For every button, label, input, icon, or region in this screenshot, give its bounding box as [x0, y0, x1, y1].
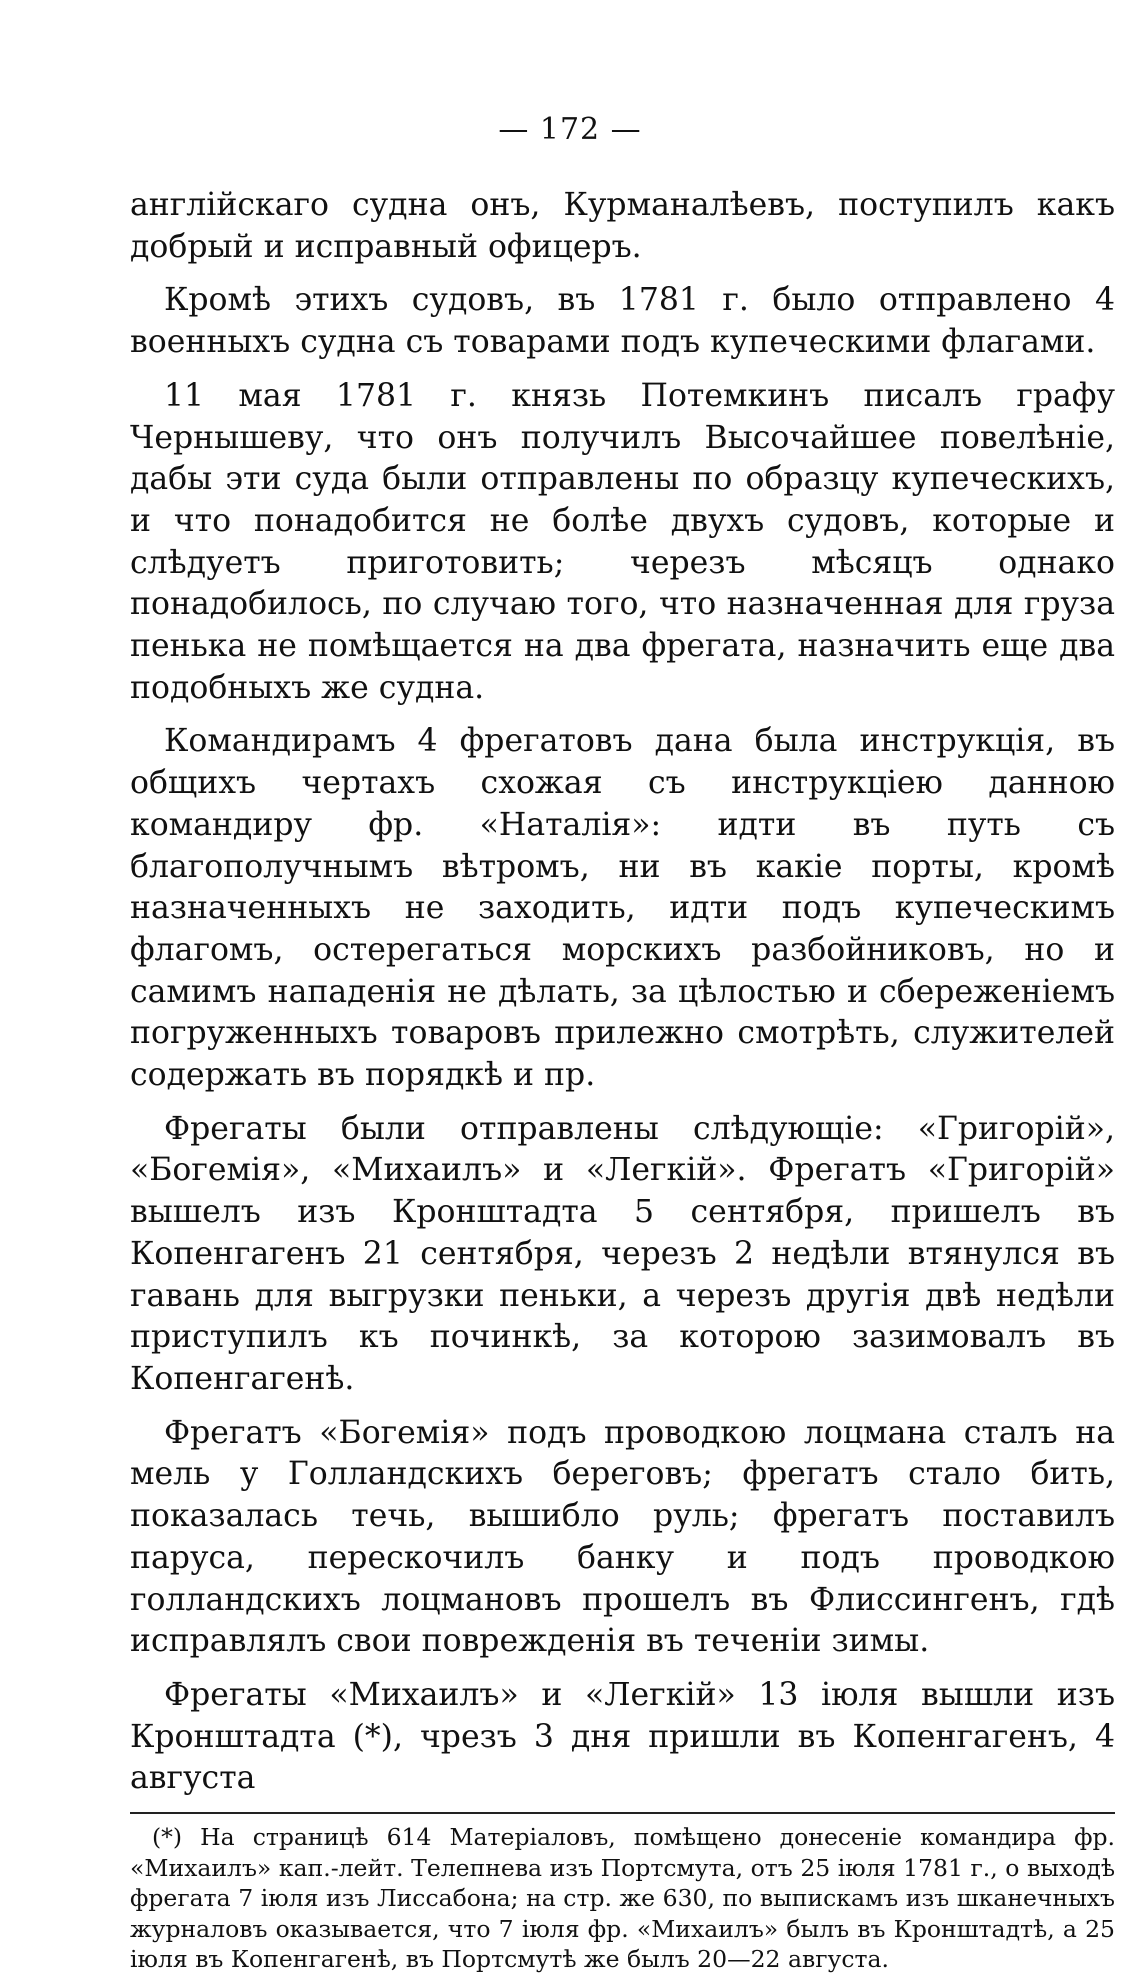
paragraph-7: Фрегаты «Михаилъ» и «Легкій» 13 іюля вышли изъ Кронштадта (*), чрезъ 3 дня пришли въ Копенгагенъ, 4 августа — [130, 1676, 1115, 1797]
footnote-text: (*) На страницѣ 614 Матеріаловъ, помѣщено донесеніе командира фр. «Михаилъ» кап.-лейт. Телепнева изъ Портсмута, отъ 25 іюля 1781 г., о выходѣ фрегата 7 іюля изъ Лиссабона; на стр. же 630, по выпискамъ изъ шканечныхъ журналовъ оказывается, что 7 іюля фр. «Михаилъ» былъ въ Кронштадтѣ, а 25 іюля въ Копенгагенѣ, въ Портсмутѣ же былъ 20—22 августа. — [130, 1823, 1115, 1973]
footnote — [130, 1822, 1115, 1975]
paragraph-1: англійскаго судна онъ, Курманалѣевъ, поступилъ какъ добрый и исправный офицеръ. — [130, 187, 1115, 265]
page-number: — 172 — — [498, 112, 642, 147]
paragraph-4: Командирамъ 4 фрегатовъ дана была инструкція, въ общихъ чертахъ схожая съ инструкціею данною командиру фр. «Наталія»: идти въ путь съ благополучнымъ вѣтромъ, ни въ какіе порты, кромѣ назначенныхъ не заходить, идти подъ купеческимъ флагомъ, остерегаться морскихъ разбойниковъ, но и самимъ нападенія не дѣлать, за цѣлостью и сбереженіемъ погруженныхъ товаровъ прилежно смотрѣть, служителей содержать въ порядкѣ и пр. — [130, 723, 1115, 1094]
paragraph-6: Фрегатъ «Богемія» подъ проводкою лоцмана сталъ на мель у Голландскихъ береговъ; фрегатъ стало бить, показалась течь, вышибло руль; фрегатъ поставилъ паруса, перескочилъ банку и подъ проводкою голландскихъ лоцмановъ прошелъ въ Флиссингенъ, гдѣ исправлялъ свои поврежденія въ теченіи зимы. — [130, 1414, 1115, 1660]
paragraph-5: Фрегаты были отправлены слѣдующіе: «Григорій», «Богемія», «Михаилъ» и «Легкій». Фрегатъ «Григорій» вышелъ изъ Кронштадта 5 сентября, пришелъ въ Копенгагенъ 21 сентября, черезъ 2 недѣли втянулся въ гавань для выгрузки пеньки, а черезъ другія двѣ недѣли приступилъ къ починкѣ, за которою зазимовалъ въ Копенгагенѣ. — [130, 1110, 1115, 1397]
body-text — [130, 185, 1115, 1812]
footnote-divider — [130, 1812, 1115, 1814]
paragraph-2: Кромѣ этихъ судовъ, въ 1781 г. было отправлено 4 военныхъ судна съ товарами подъ купеческими флагами. — [130, 282, 1115, 361]
paragraph-3: 11 мая 1781 г. князь Потемкинъ писалъ графу Чернышеву, что онъ получилъ Высочайшее повелѣніе, дабы эти суда были отправлены по образцу купеческихъ, и что понадобится не болѣе двухъ судовъ, которые и слѣдуетъ приготовить; черезъ мѣсяцъ однако понадобилось, по случаю того, что назначенная для груза пенька не помѣщается на два фрегата, назначить еще два подобныхъ же судна. — [130, 377, 1115, 706]
